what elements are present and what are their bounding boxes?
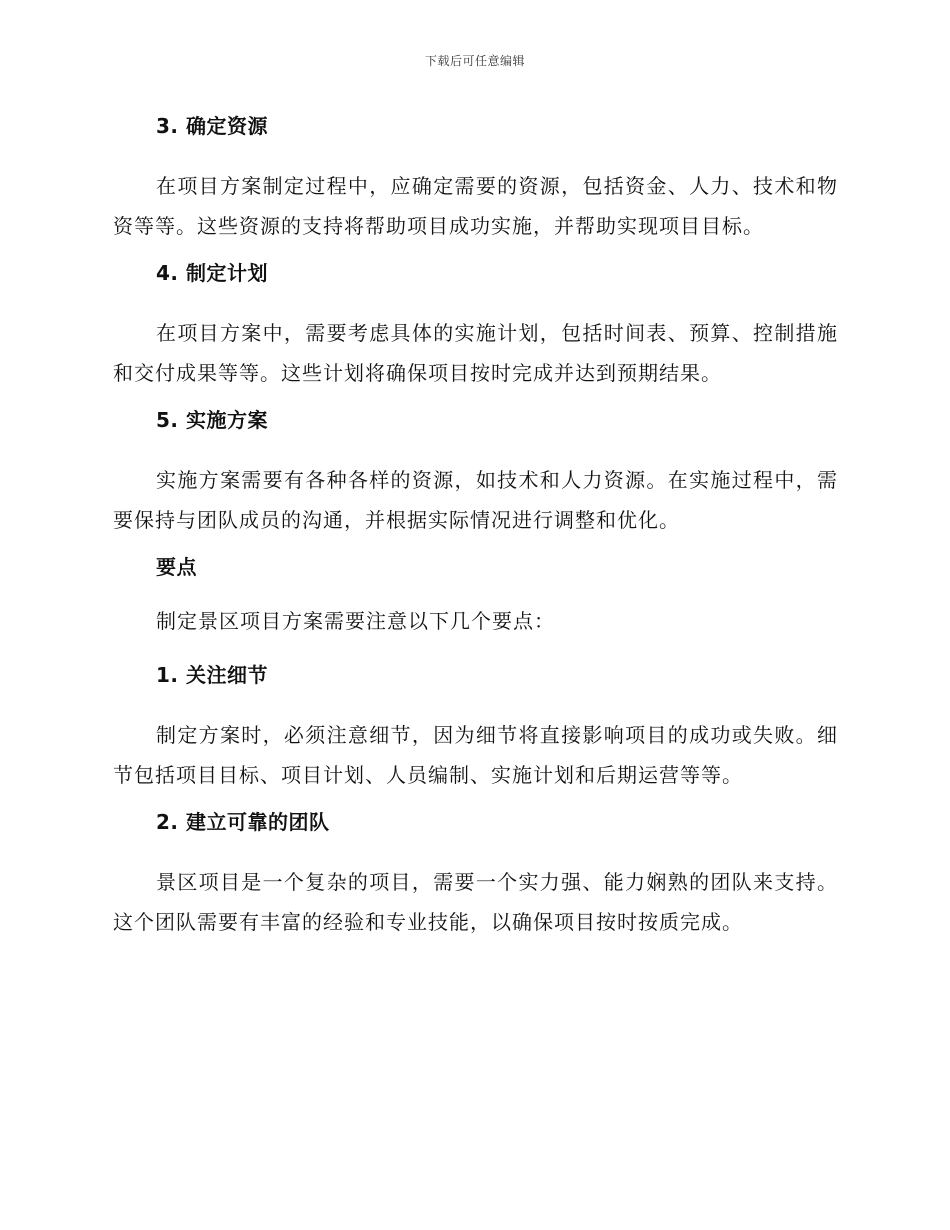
section-body-4: 在项目方案中，需要考虑具体的实施计划，包括时间表、预算、控制措施和交付成果等等。这些计划将确保项目按时完成并达到预期结果。	[113, 321, 838, 385]
page-header: 下载后可任意编辑	[424, 54, 525, 68]
key-point-body-1: 制定方案时，必须注意细节，因为细节将直接影响项目的成功或失败。细节包括项目目标、项目计划、人员编制、实施计划和后期运营等等。	[113, 723, 838, 787]
key-points-heading: 要点	[156, 555, 197, 579]
section-heading-3: 3. 确定资源	[156, 114, 268, 138]
key-point-body-2: 景区项目是一个复杂的项目，需要一个实力强、能力娴熟的团队来支持。这个团队需要有丰富的经验和专业技能，以确保项目按时按质完成。	[113, 870, 838, 934]
key-point-heading-1: 1. 关注细节	[156, 663, 268, 687]
section-body-3: 在项目方案制定过程中，应确定需要的资源，包括资金、人力、技术和物资等等。这些资源的支持将帮助项目成功实施，并帮助实现项目目标。	[113, 174, 838, 238]
key-points-intro: 制定景区项目方案需要注意以下几个要点：	[156, 609, 555, 633]
key-point-heading-2: 2. 建立可靠的团队	[156, 810, 330, 834]
section-heading-4: 4. 制定计划	[156, 261, 268, 285]
section-body-5: 实施方案需要有各种各样的资源，如技术和人力资源。在实施过程中，需要保持与团队成员的沟通，并根据实际情况进行调整和优化。	[113, 468, 838, 532]
section-heading-5: 5. 实施方案	[156, 408, 268, 432]
document-body	[113, 112, 838, 955]
